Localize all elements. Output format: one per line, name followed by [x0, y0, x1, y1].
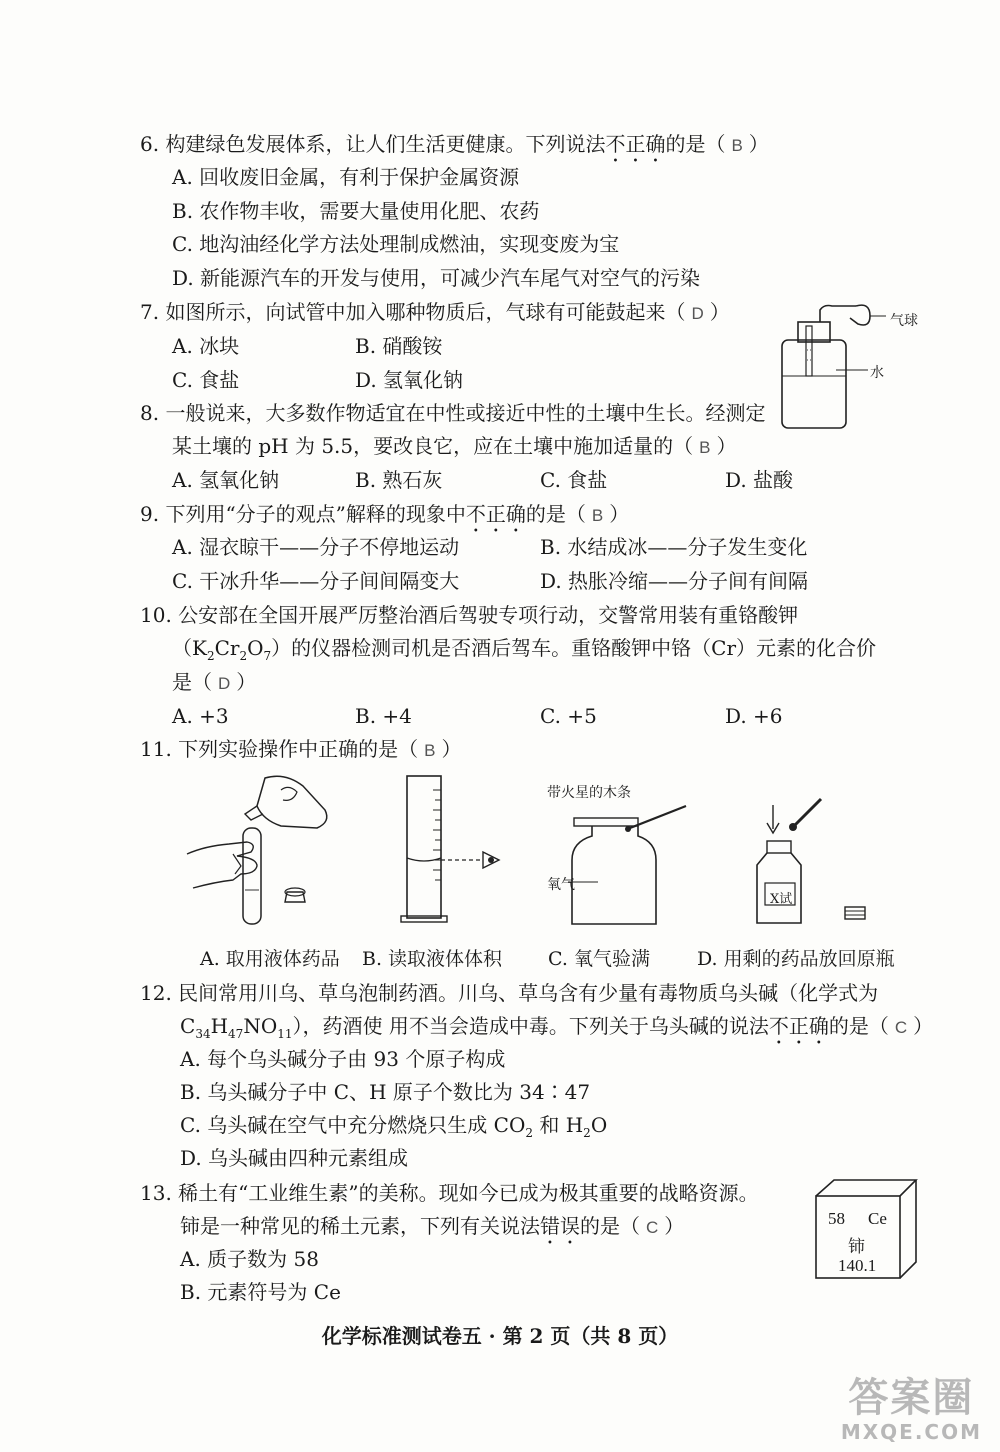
q13-element-mass: 140.1	[838, 1256, 877, 1275]
q9-option-c: C. 干冰升华——分子间间隔变大	[172, 569, 460, 593]
q10-option-b: B. +4	[355, 704, 412, 728]
q8-stem-line2: 某土壤的 pH 为 5.5，要改良它，应在土壤中施加适量的（ B ）	[172, 433, 736, 461]
q9-option-b: B. 水结成冰——分子发生变化	[540, 535, 808, 559]
q6-option-b: B. 农作物丰收，需要大量使用化肥、农药	[172, 199, 540, 223]
q11-bottle-label: X试	[770, 892, 793, 907]
q11-answer: B	[424, 741, 436, 760]
q13-element-name: 铈	[848, 1237, 865, 1257]
q11-caption-d: D. 用剩的药品放回原瓶	[697, 948, 895, 970]
q12-stem-line2: $C_{34}H_{47}NO_{11}$），药酒使 用不当会造成中毒。下列关于乌头碱的说法不正确的是（ C ）	[180, 1014, 934, 1041]
q10-stem-line1: 10. 公安部在全国开展严厉整治酒后驾驶专项行动，交警常用装有重铬酸钾	[140, 603, 799, 627]
q13-stem-line2: 铈是一种常见的稀土元素，下列有关说法错误的是（ C ）	[180, 1213, 684, 1249]
q13-option-a: A. 质子数为 58	[180, 1247, 319, 1271]
q7-answer: D	[691, 304, 704, 323]
q12-option-d: D. 乌头碱由四种元素组成	[180, 1146, 409, 1170]
q12-option-a: A. 每个乌头碱分子由 93 个原子构成	[180, 1047, 506, 1071]
q8-option-c: C. 食盐	[540, 468, 608, 492]
q10-answer: D	[218, 674, 231, 693]
q10-stem-line2: $(K_2Cr_2O_7)$的仪器检测司机是否酒后驾车。重铬酸钾中铬（Cr）元素的化合价	[172, 636, 877, 663]
q8-option-d: D. 盐酸	[725, 468, 794, 492]
q12-answer: C	[894, 1018, 908, 1037]
q6-option-d: D. 新能源汽车的开发与使用，可减少汽车尾气对空气的污染	[172, 266, 701, 290]
q10-option-c: C. +5	[540, 704, 597, 728]
q7-option-b: B. 硝酸铵	[355, 334, 443, 358]
q9-option-d: D. 热胀冷缩——分子间有间隔	[540, 569, 809, 593]
q13-answer: C	[646, 1218, 659, 1237]
q7-balloon-label: 气球	[890, 313, 918, 329]
q7-option-a: A. 冰块	[172, 334, 240, 358]
q11-caption-c: C. 氧气验满	[548, 948, 650, 970]
page-footer: 化学标准测试卷五 · 第 2 页（共 8 页）	[321, 1324, 679, 1348]
q13-stem-line1: 13. 稀土有“工业维生素”的美称。现如今已成为极其重要的战略资源。	[140, 1181, 759, 1205]
q6-stem: 6. 构建绿色发展体系，让人们生活更健康。下列说法不正确的是（ B ）	[140, 131, 769, 167]
q6-option-c: C. 地沟油经化学方法处理制成燃油，实现变废为宝	[172, 232, 620, 256]
q11-oxygen-label: 氧气	[547, 877, 575, 893]
q8-stem-line1: 8. 一般说来，大多数作物适宜在中性或接近中性的土壤中生长。经测定	[140, 401, 766, 425]
q10-stem-line3: 是（ D ）	[172, 669, 256, 697]
q11-figure-c	[560, 800, 700, 930]
q11-figure-a	[185, 770, 345, 930]
q11-figure-d	[745, 795, 875, 930]
q9-stem: 9. 下列用“分子的观点”解释的现象中不正确的是（ B ）	[140, 501, 629, 537]
q12-stem-line1: 12. 民间常用川乌、草乌泡制药酒。川乌、草乌含有少量有毒物质乌头碱（化学式为	[140, 981, 879, 1005]
q6-answer: B	[731, 136, 743, 155]
q11-caption-b: B. 读取液体体积	[362, 948, 503, 970]
q8-option-a: A. 氢氧化钠	[172, 468, 280, 492]
q7-option-c: C. 食盐	[172, 368, 240, 392]
q13-element-number: 58	[828, 1209, 845, 1228]
q7-option-d: D. 氢氧化钠	[355, 368, 464, 392]
q7-water-label: 水	[870, 365, 884, 381]
q9-answer: B	[591, 506, 604, 525]
q12-option-b: B. 乌头碱分子中 C、H 原子个数比为 34∶47	[180, 1080, 591, 1104]
q11-caption-a: A. 取用液体药品	[200, 948, 340, 970]
watermark-logo: 答案圈 MXQE.COM	[840, 1375, 982, 1444]
q6-option-a: A. 回收废旧金属，有利于保护金属资源	[172, 165, 520, 189]
q10-option-d: D. +6	[725, 704, 783, 728]
q13-option-b: B. 元素符号为 Ce	[180, 1280, 341, 1304]
q11-stick-label: 带火星的木条	[547, 785, 631, 801]
q10-option-a: A. +3	[172, 704, 229, 728]
q8-option-b: B. 熟石灰	[355, 468, 443, 492]
q8-answer: B	[699, 438, 711, 457]
q11-stem: 11. 下列实验操作中正确的是（ B ）	[140, 736, 462, 764]
q13-element-symbol: Ce	[868, 1209, 887, 1228]
q11-figure-b	[395, 770, 515, 930]
q9-option-a: A. 湿衣晾干——分子不停地运动	[172, 535, 460, 559]
q7-stem: 7. 如图所示，向试管中加入哪种物质后，气球有可能鼓起来（ D ）	[140, 299, 730, 327]
q12-option-c: C. 乌头碱在空气中充分燃烧只生成 $CO_2$ 和 $H_2O$	[180, 1113, 608, 1140]
